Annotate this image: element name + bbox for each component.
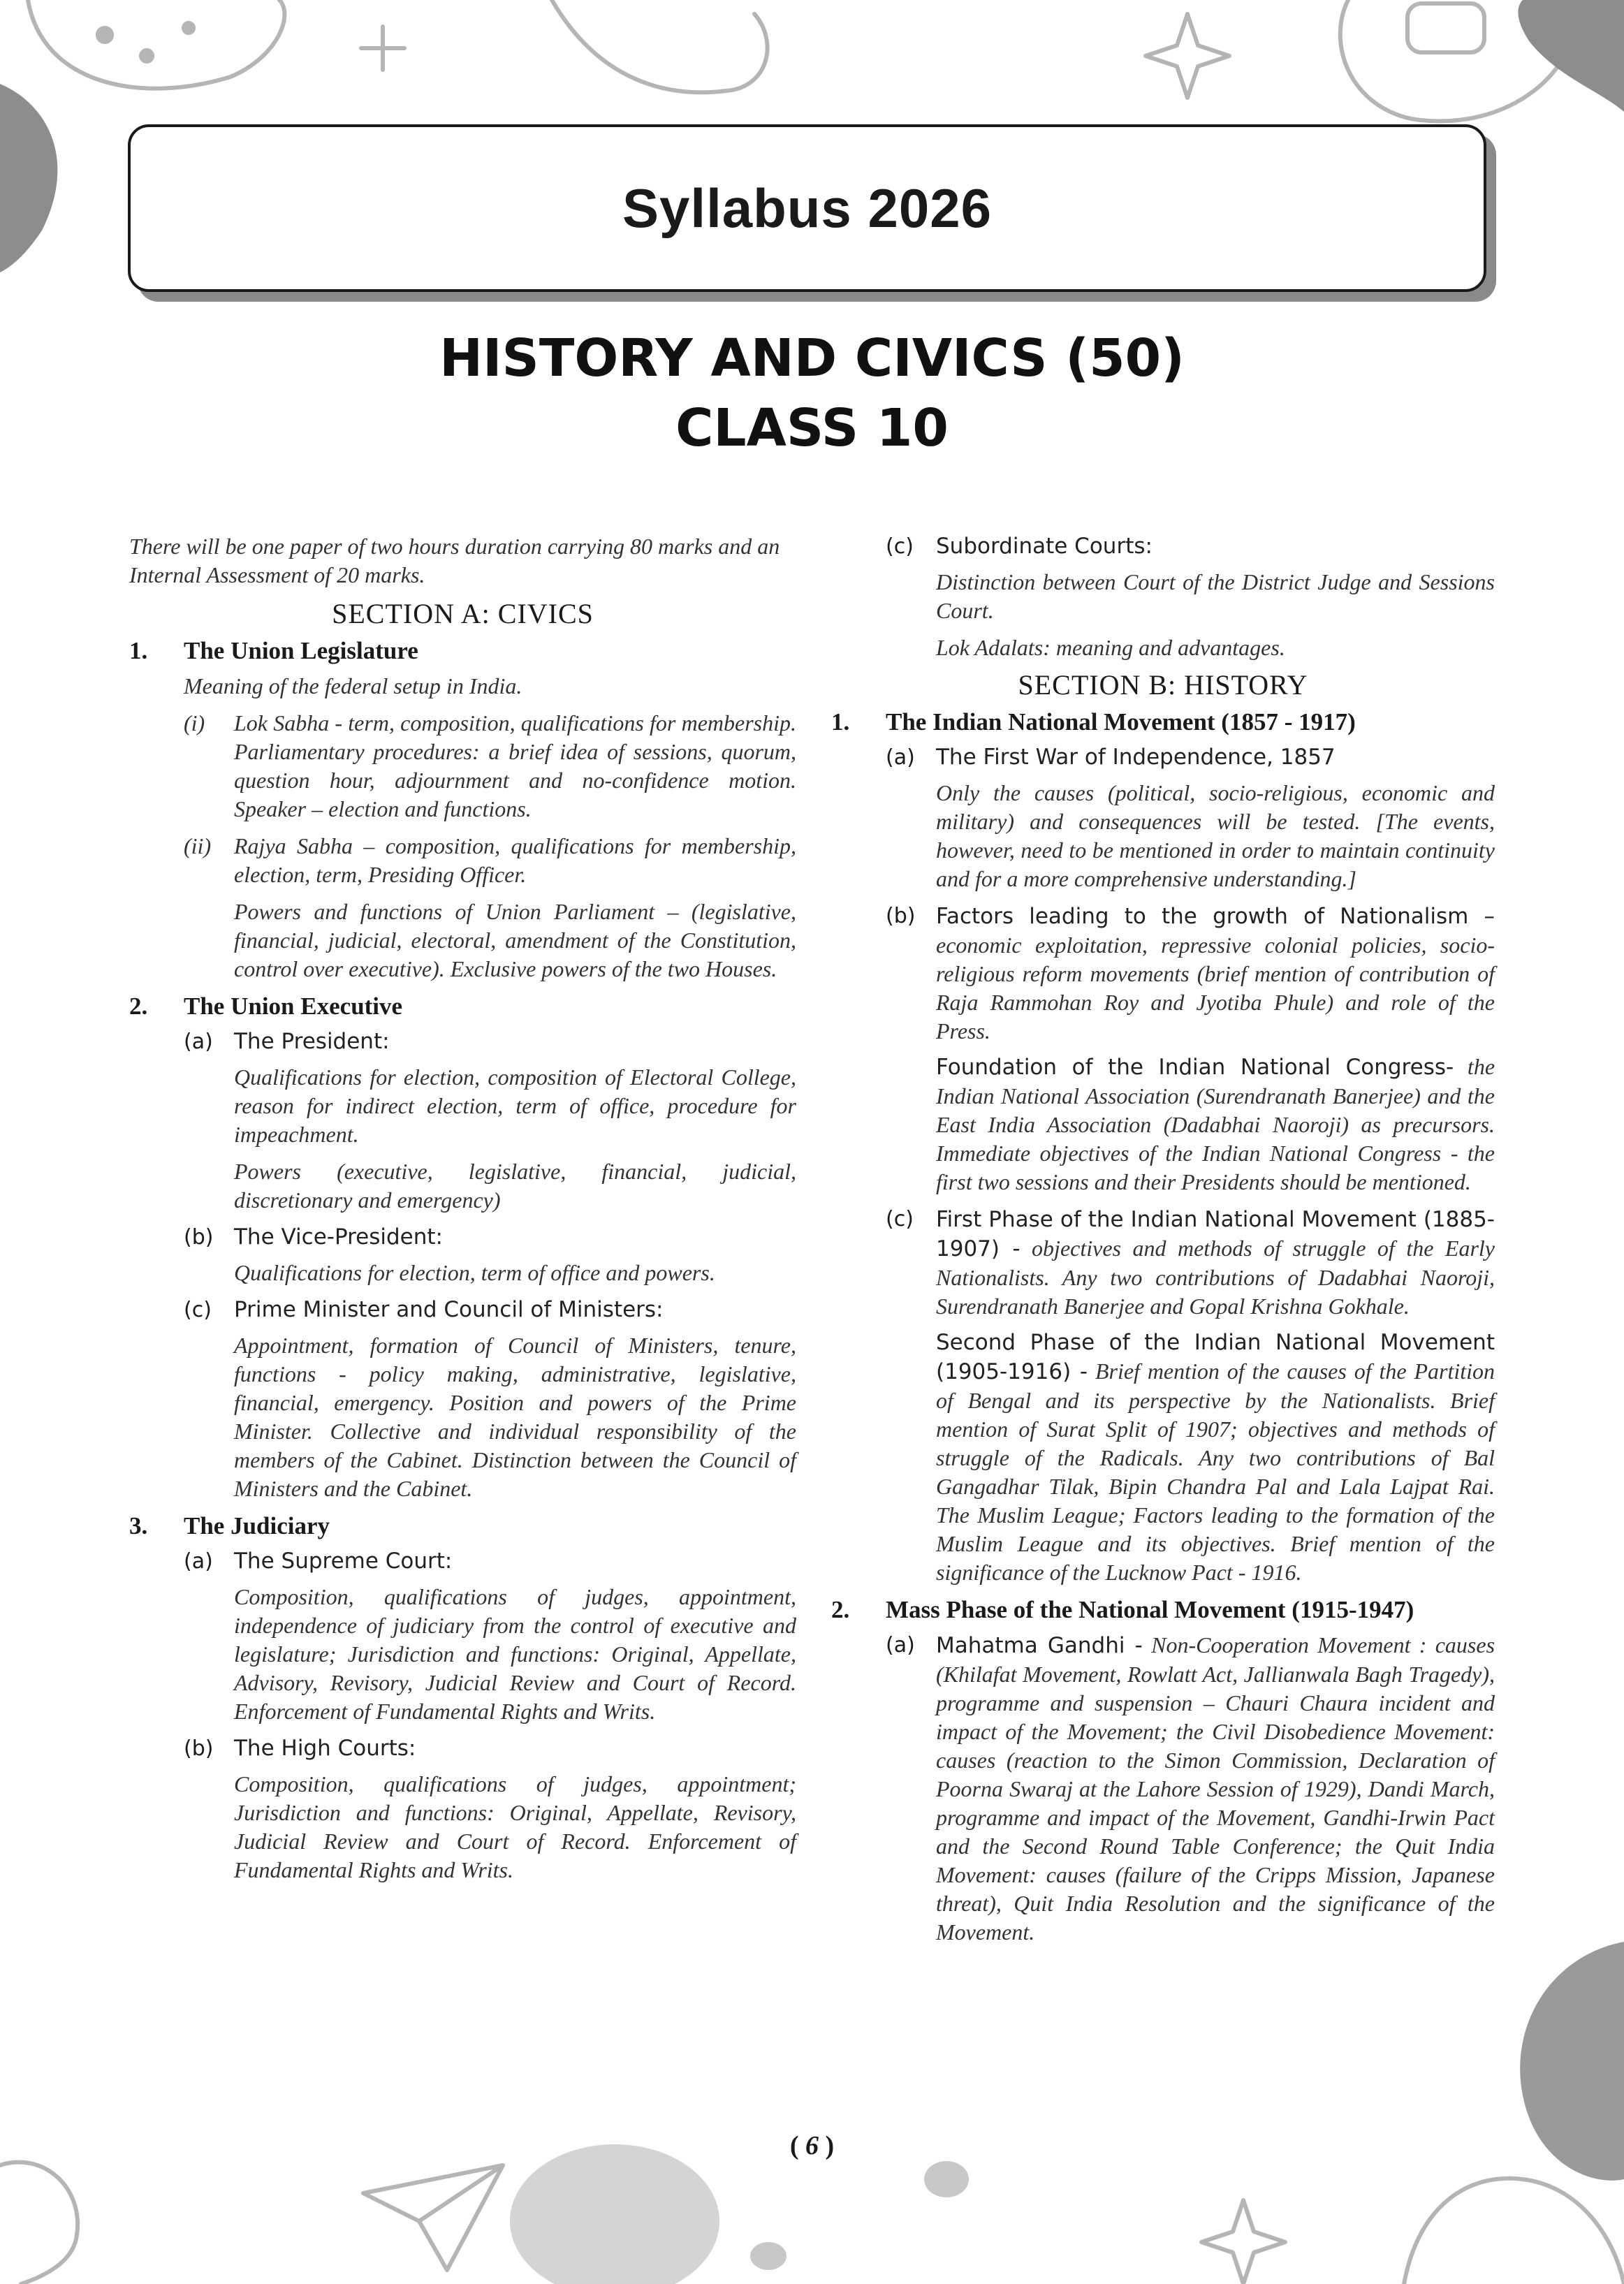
item-text: Prime Minister and Council of Ministers:	[234, 1297, 664, 1322]
section-b-heading: SECTION B: HISTORY	[1018, 669, 1308, 701]
unit-heading	[129, 1511, 796, 1540]
paragraph-heading: Second Phase of the Indian National Movement (1905-1916) -	[936, 1330, 1495, 1384]
paragraph: Meaning of the federal setup in India.	[184, 673, 522, 698]
item-text: Rajya Sabha – composition, qualifications for membership, election, term, Presiding Officer.	[234, 833, 796, 887]
item-label: (b)	[886, 904, 916, 928]
paragraph: Powers (executive, legislative, financial, judicial, discretionary and emergency)	[234, 1159, 796, 1213]
paragraph-heading: Foundation of the Indian National Congress-	[936, 1055, 1454, 1080]
paragraph: Lok Adalats: meaning and advantages.	[936, 635, 1285, 660]
sub-item	[886, 532, 1495, 561]
sub-item	[184, 1296, 796, 1324]
paragraph: Qualifications for election, term of office and powers.	[234, 1260, 715, 1285]
item-text: economic exploitation, repressive colonial policies, socio-religious reform movements (brief mention of contribution of Raja Rammohan Roy and Jyotiba Phule) and role of the Press.	[936, 932, 1495, 1044]
sub-item	[886, 743, 1495, 772]
paragraph: Only the causes (political, socio-religious, economic and military) and consequences will be tested. [The events, however, need to be mentioned in order to maintain continuity and for a more comprehensive understanding.]	[936, 780, 1495, 891]
item-label: (b)	[184, 1225, 214, 1250]
unit-number: 1.	[831, 708, 850, 735]
item-label: (c)	[184, 1298, 212, 1322]
paragraph: Distinction between Court of the District Judge and Sessions Court.	[936, 569, 1495, 623]
paragraph: Powers and functions of Union Parliament – (legislative, financial, judicial, electoral, amendment of the Constitution, control over executive). Exclusive powers of the two Houses.	[234, 899, 796, 981]
doodle-pencil	[552, 0, 768, 92]
unit-number: 2.	[831, 1596, 850, 1623]
item-text: Non-Cooperation Movement : causes (Khilafat Movement, Rowlatt Act, Jallianwala Bagh Tragedy), programme and suspension – Chauri Chaura incident and impact of the Movement; the Civil Disobedience Movement: causes (reaction to the Simon Commission, Declaration of Poorna Swaraj at the Lahore Session of 1929), Dandi March, programme and impact of the Movement, Gandhi-Irwin Pact and the Second Round Table Conference; the Quit India Movement: causes (failure of the Cripps Mission, Japanese threat), Quit India Resolution and the significance of the Movement.	[936, 1632, 1495, 1945]
unit-title: The Union Executive	[184, 993, 403, 1020]
sub-item	[184, 1734, 796, 1763]
paragraph-text: the Indian National Association (Surendranath Banerjee) and the East India Association (Dadabhai Naoroji) as precursors. Immediate objectives of the Indian National Congress - the first two sessions and their Presidents should be mentioned.	[936, 1054, 1495, 1194]
item-heading: First Phase of the Indian National Movement (1885-1907) -	[936, 1207, 1495, 1261]
unit-heading	[831, 708, 1495, 736]
page-number	[0, 2130, 1624, 2161]
page-number-open: (	[789, 2131, 805, 2160]
item-heading: Factors leading to the growth of Nationalism –	[936, 904, 1495, 929]
roman-item	[184, 832, 796, 889]
sub-item	[886, 1205, 1495, 1321]
section-a-heading: SECTION A: CIVICS	[332, 598, 594, 629]
sub-item	[886, 902, 1495, 1046]
item-text: The President:	[234, 1029, 390, 1054]
item-text: Lok Sabha - term, composition, qualifications for membership. Parliamentary procedures: a brief idea of sessions, quorum, question hour, adjournment and no-confidence motion. Speaker – election and functions.	[234, 710, 796, 821]
item-text: objectives and methods of struggle of the Early Nationalists. Any two contributions of Dadabhai Naoroji, Surendranath Banerjee and Gopal Krishna Gokhale.	[936, 1236, 1495, 1319]
paragraph	[936, 1053, 1495, 1196]
unit-heading	[831, 1595, 1495, 1624]
item-label: (c)	[886, 534, 914, 559]
roman-item	[184, 709, 796, 823]
paragraph: Composition, qualifications of judges, appointment; Jurisdiction and functions: Original, Appellate, Revisory, Judicial Review and Court of Record. Enforcement of Fundamental Rights and Writs.	[234, 1771, 796, 1882]
paragraph	[936, 1328, 1495, 1587]
doodle-paper-plane	[363, 2165, 503, 2270]
item-label: (c)	[886, 1207, 914, 1231]
unit-number: 1.	[129, 637, 148, 664]
paragraph-text: Brief mention of the causes of the Partition of Bengal and its perspective by the Nationalists. Brief mention of Surat Split of 1907; objectives and methods of struggle of the Radicals. Any two contributions of Bal Gangadhar Tilak, Bipin Chandra Pal and Lala Lajpat Rai. The Muslim League; Factors leading to the formation of the Muslim League and its objectives. Brief mention of the significance of the Lucknow Pact - 1916.	[936, 1359, 1495, 1585]
unit-heading	[129, 636, 796, 665]
sub-item	[184, 1027, 796, 1056]
item-heading: Mahatma Gandhi -	[936, 1633, 1143, 1658]
deco-corner-top-right	[1518, 0, 1624, 112]
intro-text: There will be one paper of two hours duration carrying 80 marks and an Internal Assessment of 20 marks.	[129, 534, 780, 587]
item-text: Subordinate Courts:	[936, 534, 1153, 559]
paragraph: Composition, qualifications of judges, appointment, independence of judiciary from the control of executive and legislature; Jurisdiction and functions: Original, Appellate, Advisory, Revisory, Judicial Review and Court of Record. Enforcement of Fundamental Rights and Writs.	[234, 1584, 796, 1724]
unit-title: The Judiciary	[184, 1512, 330, 1539]
item-text: The High Courts:	[234, 1736, 416, 1761]
doodle-creature	[1404, 2179, 1624, 2284]
unit-title: The Indian National Movement (1857 - 1917)	[886, 708, 1356, 735]
doodle-star	[1146, 14, 1229, 98]
title-box	[128, 124, 1486, 292]
doodle-star-bottom	[1201, 2200, 1285, 2284]
deco-corner-top-left	[0, 84, 57, 272]
deco-blob-bottom-left	[510, 2144, 719, 2284]
unit-title: The Union Legislature	[184, 637, 418, 664]
right-column	[831, 532, 1495, 1951]
unit-title: Mass Phase of the National Movement (1915-1947)	[886, 1596, 1414, 1623]
doodle-blob-top-left	[28, 0, 284, 89]
deco-dot-bottom-a	[924, 2161, 969, 2197]
paragraph: Qualifications for election, composition of Electoral College, reason for indirect election, term of office, procedure for impeachment.	[234, 1064, 796, 1147]
item-text: The Vice-President:	[234, 1224, 443, 1250]
sub-item	[886, 1631, 1495, 1947]
unit-number: 3.	[129, 1512, 148, 1539]
class-heading: CLASS 10	[675, 398, 949, 458]
page-number-value: 6	[805, 2131, 819, 2160]
deco-dot-bottom-b	[750, 2242, 787, 2270]
item-label: (a)	[184, 1030, 213, 1054]
item-label: (i)	[184, 710, 205, 735]
unit-heading	[129, 992, 796, 1020]
left-column	[129, 532, 796, 1893]
unit-number: 2.	[129, 993, 148, 1020]
item-label: (ii)	[184, 833, 212, 858]
item-text: The Supreme Court:	[234, 1549, 453, 1574]
item-text: The First War of Independence, 1857	[936, 745, 1336, 770]
page-title: Syllabus 2026	[622, 177, 992, 239]
item-label: (a)	[184, 1549, 213, 1574]
sub-item	[184, 1547, 796, 1576]
item-label: (a)	[886, 1633, 915, 1657]
item-label: (b)	[184, 1736, 214, 1761]
page-number-close: )	[819, 2131, 835, 2160]
doodle-plus	[361, 27, 404, 70]
subject-heading: HISTORY AND CIVICS (50)	[439, 328, 1185, 388]
doodle-ball	[0, 2162, 78, 2284]
paragraph: Appointment, formation of Council of Ministers, tenure, functions - policy making, administrative, legislative, financial, emergency. Position and powers of the Prime Minister. Collective and individual responsibility of the members of the Cabinet. Distinction between the Council of Ministers and the Cabinet.	[234, 1333, 796, 1501]
item-label: (a)	[886, 745, 915, 770]
sub-item	[184, 1223, 796, 1252]
